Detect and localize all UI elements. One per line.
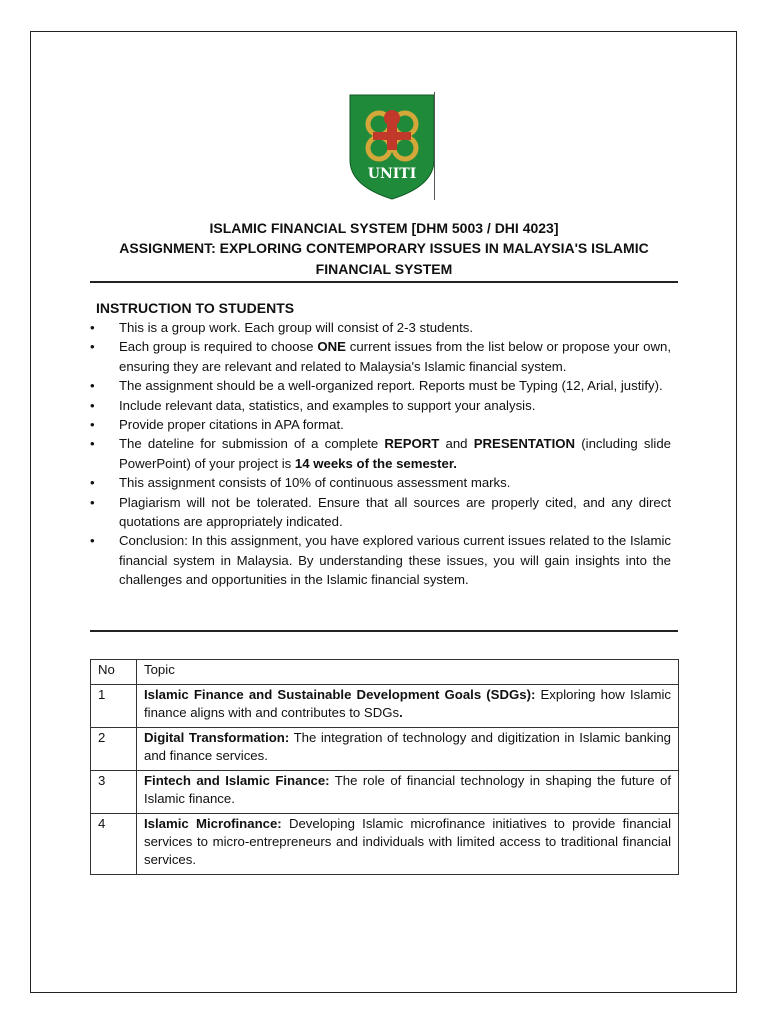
instruction-emphasis: ONE xyxy=(317,339,346,355)
logo-text: UNITI xyxy=(367,166,417,182)
instruction-item xyxy=(90,493,671,532)
row-topic xyxy=(137,728,679,771)
bullet: • xyxy=(90,339,95,355)
bullet: • xyxy=(90,417,95,433)
row-topic xyxy=(137,685,679,728)
row-number: 4 xyxy=(91,814,137,875)
topic-description: Exploring how Islamic finance aligns with and contributes to SDGs xyxy=(144,687,671,720)
instructions-list xyxy=(90,318,671,590)
instruction-item xyxy=(90,415,671,434)
topic-description: The integration of technology and digitization in Islamic banking and finance services. xyxy=(144,730,671,763)
table-header-row xyxy=(91,660,679,685)
assignment-title-cont: FINANCIAL SYSTEM xyxy=(315,261,453,277)
header-no: No xyxy=(91,660,137,685)
row-topic xyxy=(137,771,679,814)
instruction-text: This assignment consists of 10% of continuous assessment marks. xyxy=(119,475,511,491)
table-row xyxy=(91,771,679,814)
instruction-text: and xyxy=(439,436,474,452)
course-title: ISLAMIC FINANCIAL SYSTEM [DHM 5003 / DHI 4023] xyxy=(209,220,559,236)
bullet: • xyxy=(90,475,95,491)
instruction-text: current issues from the list below or propose your own, ensuring they are relevant and related to Malaysia's Islamic financial system. xyxy=(119,339,671,374)
instruction-item xyxy=(90,531,671,589)
table-row xyxy=(91,814,679,875)
table-row xyxy=(91,728,679,771)
instruction-emphasis: 14 weeks of the semester. xyxy=(294,455,457,471)
row-number: 3 xyxy=(91,771,137,814)
instructions-heading: INSTRUCTION TO STUDENTS xyxy=(96,300,295,316)
header-topic: Topic xyxy=(137,660,679,685)
instruction-emphasis: PRESENTATION xyxy=(473,436,576,452)
title-divider xyxy=(90,281,678,283)
instruction-item xyxy=(90,337,671,376)
topic-description: Developing Islamic microfinance initiatives to provide financial services to micro-entrepreneurs and individuals with limited access to traditional financial services. xyxy=(144,816,672,867)
instruction-item xyxy=(90,396,671,415)
section-divider xyxy=(90,630,678,632)
row-number: 2 xyxy=(91,728,137,771)
bullet: • xyxy=(90,436,95,452)
instruction-text: Each group is required to choose xyxy=(119,339,318,355)
table-row xyxy=(91,685,679,728)
logo-divider xyxy=(434,92,435,200)
university-logo xyxy=(349,94,435,200)
topic-title: Islamic Finance and Sustainable Development Goals (SDGs): xyxy=(144,687,536,702)
topic-title: Fintech and Islamic Finance: xyxy=(144,773,330,788)
bullet: • xyxy=(90,320,95,335)
instruction-emphasis: REPORT xyxy=(384,436,440,452)
instruction-item xyxy=(90,434,671,473)
assignment-title: ASSIGNMENT: EXPLORING CONTEMPORARY ISSUES IN MALAYSIA'S ISLAMIC xyxy=(119,240,649,256)
instruction-text: (including slide PowerPoint) of your project is xyxy=(119,436,671,471)
instruction-item xyxy=(90,376,671,395)
bullet: • xyxy=(90,397,95,413)
row-topic xyxy=(137,814,679,875)
instruction-item xyxy=(90,318,671,337)
instruction-text: The assignment should be a well-organized report. Reports must be Typing (12, Arial, justify). xyxy=(119,378,663,394)
instruction-text: Provide proper citations in APA format. xyxy=(119,417,344,433)
instruction-text: The dateline for submission of a complete xyxy=(119,436,385,452)
bullet: • xyxy=(90,494,95,510)
instruction-text: Plagiarism will not be tolerated. Ensure that all sources are properly cited, and any direct quotations are appropriately indicated. xyxy=(119,494,671,530)
instruction-text: Include relevant data, statistics, and examples to support your analysis. xyxy=(119,397,536,413)
topic-title: Digital Transformation: xyxy=(144,730,290,745)
bullet: • xyxy=(90,378,95,394)
topic-tail: . xyxy=(399,705,403,720)
topic-title: Islamic Microfinance: xyxy=(144,816,282,831)
topics-table xyxy=(90,659,679,875)
instruction-text: This is a group work. Each group will consist of 2-3 students. xyxy=(119,320,474,335)
row-number: 1 xyxy=(91,685,137,728)
topic-description: The role of financial technology in shaping the future of Islamic finance. xyxy=(144,773,671,806)
instruction-text: Conclusion: In this assignment, you have explored various current issues related to the Islamic financial system in Malaysia. By understanding these issues, you will gain insights into the challenges and opportunities in the Islamic financial system. xyxy=(119,533,671,588)
bullet: • xyxy=(90,533,95,549)
instruction-item xyxy=(90,473,671,492)
